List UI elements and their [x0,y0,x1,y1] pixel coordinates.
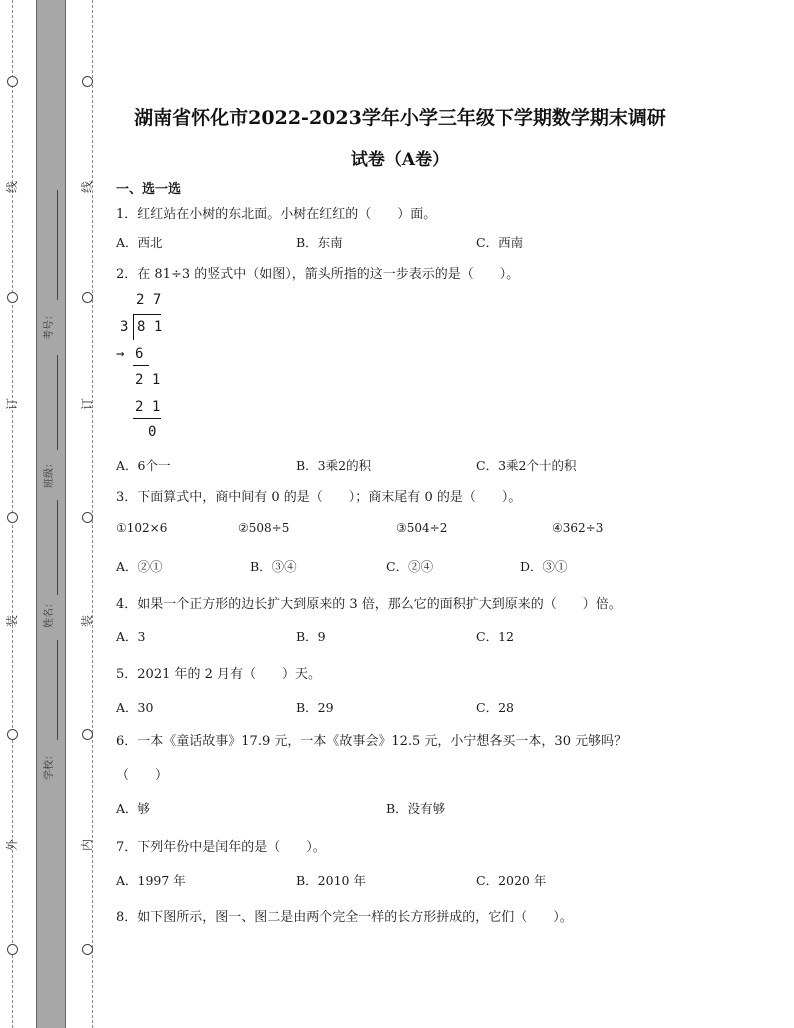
expression-2: ②508÷5 [238,521,290,535]
binding-hole [82,944,93,955]
question-6: 6．一本《童话故事》17.9 元，一本《故事会》12.5 元，小宁想各买一本，30 元够吗？ [116,734,628,749]
binding-hole [82,729,93,740]
expression-1: ①102×6 [116,521,168,535]
division-bracket [133,314,134,340]
field-line [57,355,58,450]
question-2: 2．在 81÷3 的竖式中（如图），箭头所指的这一步表示的是（ ）。 [116,267,520,282]
margin-char: 内 [80,839,94,852]
step-line [133,365,149,366]
page-subtitle: 试卷（A卷） [350,150,450,170]
field-label-class: 班级： [44,458,55,488]
field-line [57,640,58,740]
margin-char: 外 [5,839,19,852]
option-d: D．③① [520,559,568,574]
expression-3: ③504÷2 [396,521,448,535]
division-bar [133,314,161,315]
margin-char: 线 [80,181,94,194]
binding-hole [82,292,93,303]
step-product: 6 [135,346,144,362]
option-b: B．③④ [250,559,297,574]
section-heading: 一、选一选 [116,182,182,197]
margin-char: 订 [5,398,19,411]
option-b: B．3乘2的积 [296,458,372,473]
option-a: A．②① [116,559,163,574]
step-product-2: 2 1 [135,399,161,415]
field-label-name: 姓名： [44,598,55,628]
option-b: B．没有够 [386,801,446,816]
dividend: 8 1 [137,319,163,335]
option-a: A．3 [116,629,146,644]
option-a: A．1997 年 [116,873,186,888]
option-c: C．3乘2个十的积 [476,458,577,473]
option-c: C．西南 [476,235,524,250]
expression-4: ④362÷3 [552,521,604,535]
arrow-icon: → [116,346,125,362]
step-line [133,418,161,419]
margin-char: 装 [5,615,19,628]
long-division-figure [116,290,176,450]
field-label-school: 学校： [44,750,55,780]
binding-hole [7,292,18,303]
question-1: 1．红红站在小树的东北面。小树在红红的（ ）面。 [116,207,437,222]
option-c: C．28 [476,700,514,715]
binding-hole [7,512,18,523]
binding-band [36,0,66,1028]
binding-hole [7,944,18,955]
option-a: A．30 [116,700,154,715]
option-b: B．29 [296,700,334,715]
field-label-exam-number: 考号： [44,310,55,340]
option-a: A．西北 [116,235,163,250]
question-5: 5．2021 年的 2 月有（ ）天。 [116,667,322,682]
quotient: 2 7 [136,292,162,308]
option-b: B．9 [296,629,326,644]
option-a: A．6个一 [116,458,171,473]
binding-margin [0,0,100,1028]
margin-char: 订 [80,398,94,411]
final-remainder: 0 [148,424,157,440]
question-7: 7．下列年份中是闰年的是（ ）。 [116,840,326,855]
step-remainder: 2 1 [135,372,161,388]
binding-hole [82,76,93,87]
option-c: C．12 [476,629,514,644]
option-b: B．2010 年 [296,873,366,888]
binding-hole [7,729,18,740]
field-line [57,190,58,300]
binding-hole [7,76,18,87]
option-c: C．2020 年 [476,873,547,888]
question-3: 3．下面算式中，商中间有 0 的是（ ）；商末尾有 0 的是（ ）。 [116,490,522,505]
margin-char: 装 [80,615,94,628]
field-line [57,500,58,595]
binding-hole [82,512,93,523]
option-a: A．够 [116,801,151,816]
answer-blank: （ ） [116,768,169,783]
question-4: 4．如果一个正方形的边长扩大到原来的 3 倍，那么它的面积扩大到原来的（ ）倍。 [116,597,622,612]
option-b: B．东南 [296,235,343,250]
page-title: 湖南省怀化市2022-2023学年小学三年级下学期数学期末调研 [134,107,666,129]
margin-char: 线 [5,181,19,194]
option-c: C．②④ [386,559,434,574]
divisor: 3 [120,319,129,335]
question-8: 8．如下图所示，图一、图二是由两个完全一样的长方形拼成的，它们（ ）。 [116,910,573,925]
